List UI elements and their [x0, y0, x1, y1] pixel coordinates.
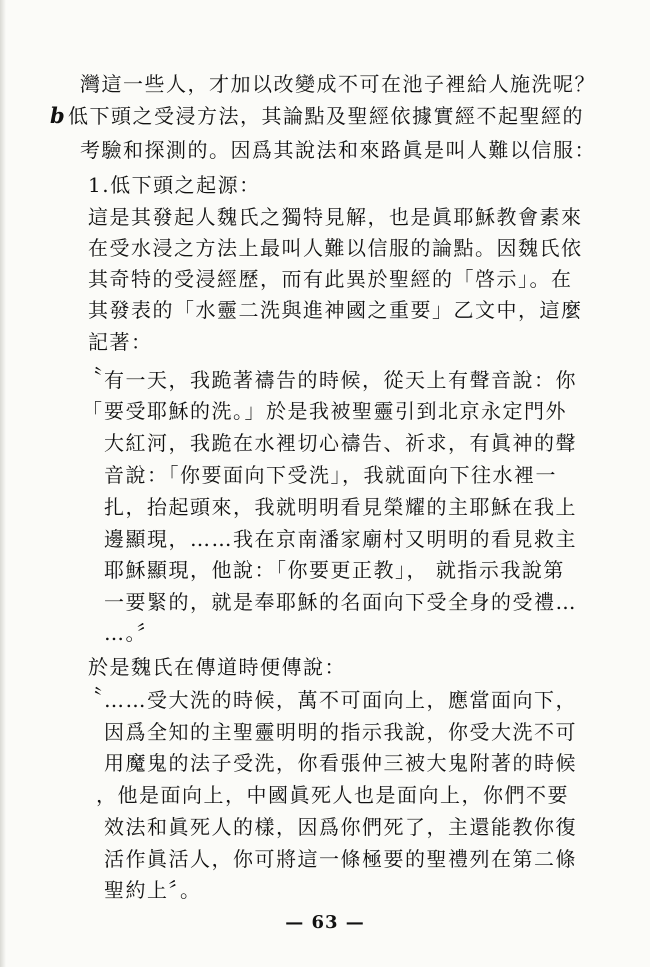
subheading-origin: 1.低下頭之起源：	[88, 173, 261, 197]
quote-line-6: 邊顯現，……我在京南潘家廟村又明明的看見救主	[104, 527, 577, 551]
quote-line-7: 耶穌顯現，他說：「你要更正教」， 就指示我說第	[104, 558, 565, 582]
quote2-line-4: ，他是面向上，中國眞死人也是面向上，你們不要	[96, 783, 569, 807]
text-line-5: 這是其發起人魏氏之獨特見解，也是眞耶穌教會素來	[88, 205, 583, 229]
text-line-19: 於是魏氏在傳道時便傳說：	[88, 655, 346, 679]
quote2-line-5: 效法和眞死人的樣，因爲你們死了，主還能教你復	[104, 815, 577, 839]
quote-line-2: 要受耶穌的洗。」於是我被聖靈引到北京永定門外	[104, 399, 567, 423]
text-line-2: 低下頭之受浸方法，其論點及聖經依據實經不起聖經的	[68, 104, 584, 128]
quote2-line-6: 活作眞活人，你可將這一條極要的聖禮列在第二條	[104, 847, 577, 871]
text-line-3: 考驗和探測的。因爲其說法和來路眞是叫人難以信服：	[80, 138, 596, 162]
quote-line-1: 有一天，我跪著禱告的時候，從天上有聲音說：你	[104, 368, 577, 392]
open-quote-mark-2: 〝	[82, 685, 104, 709]
quote2-line-7: 聖約上〞。	[104, 878, 202, 902]
text-line-7: 其奇特的受浸經歷，而有此異於聖經的「啓示」。在	[88, 267, 573, 291]
quote2-line-3: 用魔鬼的法子受洗，你看張仲三被大鬼附著的時候	[104, 751, 577, 775]
quote-line-8: 一要緊的，就是奉耶穌的名面向下受全身的受禮…	[104, 590, 577, 614]
quote-line-4: 音說：「你要面向下受洗」，我就面向下往水裡一	[104, 463, 557, 487]
quote-line-3: 大紅河，我跪在水裡切心禱告、祈求，有眞神的聲	[104, 431, 577, 455]
quote-line-9: …。〞	[104, 621, 159, 645]
text-line-1: 灣這一些人，才加以改變成不可在池子裡給人施洗呢？	[80, 72, 596, 96]
left-bracket-mark: 「	[82, 399, 104, 423]
text-line-8: 其發表的「水靈二洗與進神國之重要」乙文中，這麼	[88, 298, 583, 322]
quote2-line-1: ……受大洗的時候，萬不可面向上，應當面向下，	[104, 688, 577, 712]
text-line-6: 在受水浸之方法上最叫人難以信服的論點。因魏氏依	[88, 236, 583, 260]
quote2-line-2: 因爲全知的主聖靈明明的指示我說，你受大洗不可	[104, 720, 577, 744]
list-marker-b: b	[50, 103, 67, 128]
page-number: — 63 —	[285, 912, 365, 933]
page-edge-shadow	[0, 0, 6, 967]
quote-line-5: 扎，抬起頭來，我就明明看見榮耀的主耶穌在我上	[104, 495, 577, 519]
open-quote-mark: 〝	[82, 365, 104, 389]
text-line-9: 記著：	[88, 330, 153, 354]
